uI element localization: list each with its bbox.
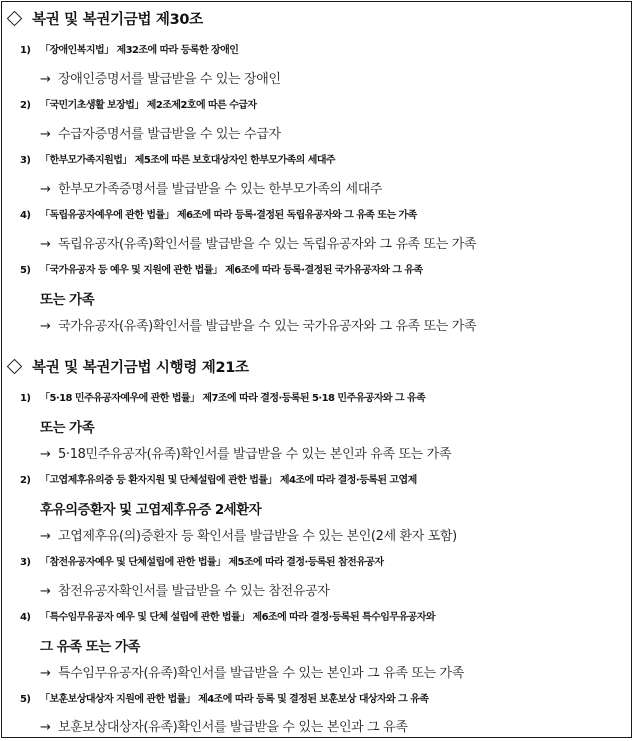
law-item-heading (20, 206, 626, 221)
item-heading-text: 「국가유공자 등 예우 및 지원에 관한 법률」 제6조에 따라 등록·결정된 국가유공자와 그 유족 (40, 265, 423, 276)
item-number: 4) (20, 210, 31, 221)
right-arrow-icon: → (40, 666, 51, 681)
item-note-text: 장애인증명서를 발급받을 수 있는 장애인 (58, 72, 281, 87)
item-note-text: 국가유공자(유족)확인서를 발급받을 수 있는 국가유공자와 그 유족 또는 가족 (58, 319, 477, 334)
law-item-heading (20, 41, 626, 56)
right-arrow-icon: → (40, 237, 51, 252)
item-heading-text: 「국민기초생활 보장법」 제2조제2호에 따른 수급자 (40, 100, 257, 111)
law-item-heading (20, 96, 626, 111)
right-arrow-icon: → (40, 447, 51, 462)
right-arrow-icon: → (40, 182, 51, 197)
section-title-1 (6, 8, 203, 29)
law-item-heading (20, 151, 626, 166)
item-heading-text: 「고엽제후유의증 등 환자지원 및 단체설립에 관한 법률」 제4조에 따라 결정·등록된 고엽제 (40, 475, 417, 486)
item-heading-continuation: 그 유족 또는 가족 (40, 639, 140, 655)
right-arrow-icon: → (40, 319, 51, 334)
item-number: 2) (20, 475, 31, 486)
law-item-note (40, 315, 476, 334)
section-title-2 (6, 356, 249, 377)
law-item-note (40, 443, 451, 462)
item-note-text: 한부모가족증명서를 발급받을 수 있는 한부모가족의 세대주 (58, 182, 383, 197)
item-heading-text: 「특수임무유공자 예우 및 단체 설립에 관한 법률」 제6조에 따라 결정·등록된 특수임무유공자와 (40, 612, 435, 623)
law-item-heading (20, 389, 626, 404)
item-note-text: 보훈보상대상자(유족)확인서를 발급받을 수 있는 본인과 그 유족 (58, 720, 408, 735)
item-note-text: 특수임무유공자(유족)확인서를 발급받을 수 있는 본인과 그 유족 또는 가족 (58, 666, 464, 681)
right-arrow-icon: → (40, 720, 51, 735)
item-note-text: 고엽제후유(의)증환자 등 확인서를 발급받을 수 있는 본인(2세 환자 포함) (58, 529, 457, 544)
right-arrow-icon: → (40, 72, 51, 87)
section-title-text: 복권 및 복권기금법 시행령 제21조 (32, 360, 249, 376)
item-heading-text: 「참전유공자예우 및 단체설립에 관한 법률」 제5조에 따라 결정·등록된 참전유공자 (40, 557, 384, 568)
law-item-heading (20, 608, 626, 623)
item-number: 4) (20, 612, 31, 623)
item-number: 3) (20, 155, 31, 166)
law-item-heading (20, 261, 626, 276)
item-number: 1) (20, 45, 31, 56)
item-note-text: 5·18민주유공자(유족)확인서를 발급받을 수 있는 본인과 유족 또는 가족 (58, 447, 452, 462)
document-frame (1, 1, 632, 738)
law-item-note (40, 123, 281, 142)
item-heading-text: 「장애인복지법」 제32조에 따라 등록한 장애인 (40, 45, 239, 56)
right-arrow-icon: → (40, 584, 51, 599)
law-item-note (40, 662, 464, 681)
item-heading-continuation: 또는 가족 (40, 292, 95, 308)
law-item-note (40, 178, 382, 197)
item-number: 1) (20, 393, 31, 404)
law-item-note (40, 716, 408, 735)
law-item-note (40, 233, 476, 252)
item-heading-text: 「5·18 민주유공자예우에 관한 법률」 제7조에 따라 결정·등록된 5·18 민주유공자와 그 유족 (40, 393, 426, 404)
item-heading-text: 「한부모가족지원법」 제5조에 따른 보호대상자인 한부모가족의 세대주 (40, 155, 336, 166)
item-heading-text: 「보훈보상대상자 지원에 관한 법률」 제4조에 따라 등록 및 결정된 보훈보상 대상자와 그 유족 (40, 694, 429, 705)
law-item-note (40, 525, 457, 544)
item-note-text: 독립유공자(유족)확인서를 발급받을 수 있는 독립유공자와 그 유족 또는 가족 (58, 237, 477, 252)
item-number: 3) (20, 557, 31, 568)
item-heading-continuation: 후유의증환자 및 고엽제후유증 2세환자 (40, 502, 262, 518)
law-item-heading (20, 690, 626, 705)
item-heading-continuation: 또는 가족 (40, 420, 95, 436)
law-item-note (40, 68, 281, 87)
right-arrow-icon: → (40, 529, 51, 544)
section-title-text: 복권 및 복권기금법 제30조 (32, 12, 203, 28)
item-number: 5) (20, 265, 31, 276)
item-note-text: 참전유공자확인서를 발급받을 수 있는 참전유공자 (58, 584, 330, 599)
item-number: 5) (20, 694, 31, 705)
diamond-bullet-icon (7, 359, 23, 375)
law-item-heading (20, 471, 626, 486)
law-item-note (40, 580, 330, 599)
item-note-text: 수급자증명서를 발급받을 수 있는 수급자 (58, 127, 281, 142)
right-arrow-icon: → (40, 127, 51, 142)
diamond-bullet-icon (7, 11, 23, 27)
item-number: 2) (20, 100, 31, 111)
law-item-heading (20, 553, 626, 568)
item-heading-text: 「독립유공자예우에 관한 법률」 제6조에 따라 등록·결정된 독립유공자와 그 유족 또는 가족 (40, 210, 417, 221)
